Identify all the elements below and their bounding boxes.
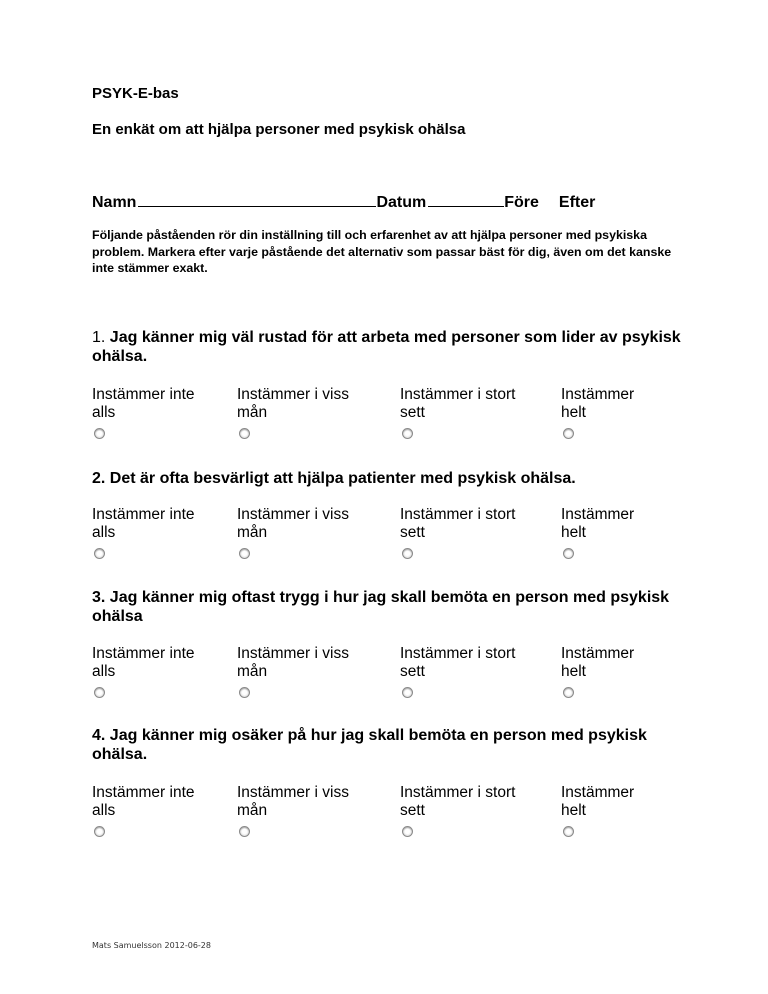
question-text: Jag känner mig väl rustad för att arbeta med personer som lider av psykisk ohälsa. xyxy=(92,329,681,365)
radio-button[interactable] xyxy=(94,548,105,559)
option-label: Instämmer inte alls xyxy=(92,784,195,819)
option-label: Instämmer inte alls xyxy=(92,506,195,541)
after-option[interactable]: Efter xyxy=(558,194,596,211)
radio-button[interactable] xyxy=(239,548,250,559)
question-text: Jag känner mig osäker på hur jag skall bemöta en person med psykisk ohälsa. xyxy=(92,727,647,763)
radio-button[interactable] xyxy=(94,687,105,698)
option-label: Instämmer helt xyxy=(561,386,635,421)
option-largely[interactable] xyxy=(400,386,550,439)
option-largely[interactable] xyxy=(400,784,550,837)
option-not-at-all[interactable] xyxy=(92,645,242,698)
option-label: Instämmer i stort sett xyxy=(400,645,516,680)
question-1 xyxy=(92,328,692,366)
answer-options-1 xyxy=(92,386,692,446)
option-label: Instämmer i viss mån xyxy=(237,506,349,541)
name-field[interactable] xyxy=(138,192,376,207)
date-field[interactable] xyxy=(428,192,504,207)
footer-author-date: Mats Samuelsson 2012-06-28 xyxy=(92,941,211,950)
answer-options-2 xyxy=(92,506,692,566)
radio-button[interactable] xyxy=(563,826,574,837)
option-label: Instämmer helt xyxy=(561,784,635,819)
option-label: Instämmer i stort sett xyxy=(400,506,516,541)
option-not-at-all[interactable] xyxy=(92,506,242,559)
date-label: Datum xyxy=(376,194,427,211)
option-completely[interactable] xyxy=(561,386,711,439)
question-4 xyxy=(92,726,692,764)
question-number: 3. xyxy=(92,589,106,606)
answer-options-3 xyxy=(92,645,692,705)
question-number: 1. xyxy=(92,329,106,346)
radio-button[interactable] xyxy=(563,548,574,559)
option-label: Instämmer i viss mån xyxy=(237,645,349,680)
name-label: Namn xyxy=(92,194,137,211)
option-label: Instämmer i viss mån xyxy=(237,784,349,819)
radio-button[interactable] xyxy=(563,428,574,439)
option-largely[interactable] xyxy=(400,506,550,559)
option-label: Instämmer inte alls xyxy=(92,645,195,680)
option-completely[interactable] xyxy=(561,645,711,698)
brand-title: PSYK-E-bas xyxy=(92,85,179,102)
question-text: Det är ofta besvärligt att hjälpa patienter med psykisk ohälsa. xyxy=(109,470,576,487)
option-to-some-extent[interactable] xyxy=(237,506,387,559)
answer-options-4 xyxy=(92,784,692,844)
radio-button[interactable] xyxy=(94,826,105,837)
option-label: Instämmer inte alls xyxy=(92,386,195,421)
radio-button[interactable] xyxy=(402,826,413,837)
radio-button[interactable] xyxy=(402,548,413,559)
radio-button[interactable] xyxy=(402,428,413,439)
option-label: Instämmer i stort sett xyxy=(400,784,516,819)
option-label: Instämmer i viss mån xyxy=(237,386,349,421)
option-label: Instämmer helt xyxy=(561,506,635,541)
radio-button[interactable] xyxy=(239,826,250,837)
radio-button[interactable] xyxy=(239,428,250,439)
radio-button[interactable] xyxy=(402,687,413,698)
instructions-text: Följande påståenden rör din inställning till och erfarenhet av att hjälpa personer med psykiska problem. Markera efter varje påstående det alternativ som passar bäst för dig, även om det kanske inte stämmer exakt. xyxy=(92,228,672,275)
radio-button[interactable] xyxy=(563,687,574,698)
before-option[interactable]: Före xyxy=(504,194,539,211)
option-to-some-extent[interactable] xyxy=(237,784,387,837)
survey-title: En enkät om att hjälpa personer med psykisk ohälsa xyxy=(92,121,466,138)
question-2 xyxy=(92,469,692,488)
option-completely[interactable] xyxy=(561,506,711,559)
option-not-at-all[interactable] xyxy=(92,784,242,837)
question-3 xyxy=(92,588,692,626)
radio-button[interactable] xyxy=(239,687,250,698)
name-date-row xyxy=(92,192,595,212)
option-completely[interactable] xyxy=(561,784,711,837)
option-label: Instämmer helt xyxy=(561,645,635,680)
option-label: Instämmer i stort sett xyxy=(400,386,516,421)
question-number: 2. xyxy=(92,470,106,487)
option-to-some-extent[interactable] xyxy=(237,386,387,439)
option-not-at-all[interactable] xyxy=(92,386,242,439)
question-text: Jag känner mig oftast trygg i hur jag skall bemöta en person med psykisk ohälsa xyxy=(92,589,670,625)
option-largely[interactable] xyxy=(400,645,550,698)
radio-button[interactable] xyxy=(94,428,105,439)
option-to-some-extent[interactable] xyxy=(237,645,387,698)
question-number: 4. xyxy=(92,727,106,744)
